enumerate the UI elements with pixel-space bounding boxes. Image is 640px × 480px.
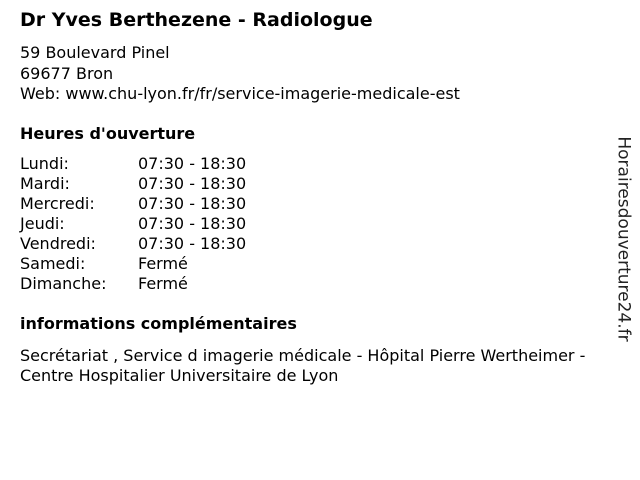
address-city: 69677 Bron bbox=[20, 64, 114, 83]
day-label: Jeudi: bbox=[20, 214, 65, 233]
day-label: Samedi: bbox=[20, 254, 86, 273]
day-label: Vendredi: bbox=[20, 234, 96, 253]
time-value: 07:30 - 18:30 bbox=[138, 234, 247, 253]
address-street: 59 Boulevard Pinel bbox=[20, 43, 170, 62]
time-value: 07:30 - 18:30 bbox=[138, 174, 247, 193]
time-value: Fermé bbox=[138, 274, 188, 293]
watermark bbox=[612, 133, 636, 345]
watermark-text: Horairesdouverture24.fr bbox=[614, 136, 634, 342]
time-value: 07:30 - 18:30 bbox=[138, 214, 247, 233]
info-heading: informations complémentaires bbox=[20, 314, 297, 333]
day-label: Dimanche: bbox=[20, 274, 107, 293]
day-label: Mercredi: bbox=[20, 194, 95, 213]
page-title: Dr Yves Berthezene - Radiologue bbox=[20, 9, 373, 31]
day-label: Lundi: bbox=[20, 154, 69, 173]
time-value: Fermé bbox=[138, 254, 188, 273]
day-label: Mardi: bbox=[20, 174, 70, 193]
address-web[interactable]: Web: www.chu-lyon.fr/fr/service-imagerie-medicale-est bbox=[20, 84, 460, 103]
info-text: Secrétariat , Service d imagerie médicale - Hôpital Pierre Wertheimer - Centre Hospitalier Universitaire de Lyon bbox=[20, 346, 586, 385]
time-value: 07:30 - 18:30 bbox=[138, 194, 247, 213]
hours-heading: Heures d'ouverture bbox=[20, 124, 196, 143]
time-value: 07:30 - 18:30 bbox=[138, 154, 247, 173]
